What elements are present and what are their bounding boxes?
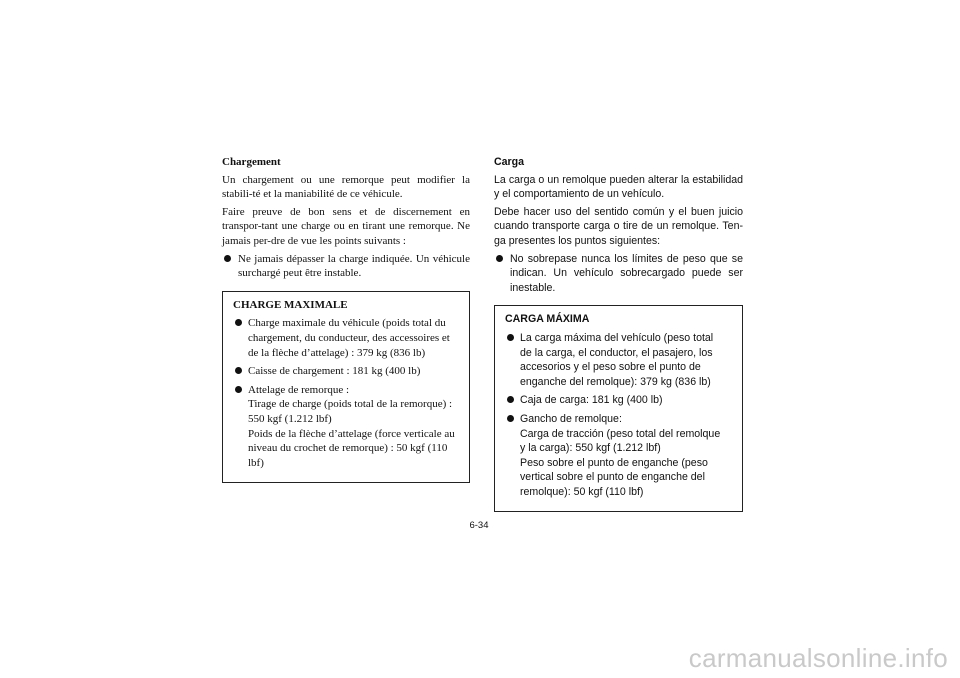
- bullet-icon: [507, 334, 514, 341]
- french-column: [222, 155, 470, 483]
- line: Tirage de charge (poids total de la remorque) :: [248, 398, 453, 411]
- warning-bullet: [494, 252, 743, 296]
- line: Peso sobre el punto de enganche (peso: [520, 456, 708, 469]
- box-item-trailer-hitch: [233, 383, 461, 471]
- max-load-box: [222, 291, 470, 484]
- section-heading: Carga: [494, 156, 525, 168]
- box-title: CARGA MÁXIMA: [505, 313, 590, 326]
- bullet-text: No sobrepase nunca los límites de peso que se indican. Un vehículo sobrecargado puede ser inestable.: [510, 252, 743, 294]
- box-item-cargo-bed: [505, 393, 734, 408]
- line: de la carga, el conductor, el pasajero, los: [520, 346, 713, 359]
- line: accesorios y el peso sobre el punto de: [520, 361, 701, 374]
- box-title: CHARGE MAXIMALE: [233, 298, 348, 311]
- advice-paragraph: Debe hacer uso del sentido común y el buen juicio cuando transporte carga o tire de un remolque. Ten-ga presentes los puntos siguientes:: [494, 205, 743, 247]
- line: Caisse de chargement : 181 kg (400 lb): [248, 365, 421, 378]
- line: de la flèche d’attelage) : 379 kg (836 lb): [248, 346, 426, 359]
- bullet-icon: [235, 386, 242, 393]
- line: Gancho de remolque:: [520, 412, 622, 425]
- line: La carga máxima del vehículo (peso total: [520, 331, 714, 344]
- box-item-vehicle-load: [233, 316, 461, 360]
- bullet-icon: [235, 367, 242, 374]
- line: Charge maximale du véhicule (poids total du: [248, 317, 446, 330]
- intro-paragraph: Un chargement ou une remorque peut modifier la stabili-té et la maniabilité de ce véhicule.: [222, 173, 470, 201]
- line: Caja de carga: 181 kg (400 lb): [520, 394, 663, 407]
- watermark: carmanualsonline.info: [688, 643, 948, 673]
- bullet-icon: [507, 396, 514, 403]
- line: Carga de tracción (peso total del remolque: [520, 427, 721, 440]
- line: Poids de la flèche d’attelage (force verticale au: [248, 427, 455, 440]
- spanish-column: [494, 155, 743, 512]
- line: Attelage de remorque :: [248, 383, 350, 396]
- section-heading: Chargement: [222, 156, 281, 168]
- bullet-icon: [507, 415, 514, 422]
- line: y la carga): 550 kgf (1.212 lbf): [520, 442, 661, 455]
- bullet-text: Ne jamais dépasser la charge indiquée. Un véhicule surchargé peut être instable.: [238, 252, 470, 280]
- line: enganche del remolque): 379 kg (836 lb): [520, 375, 711, 388]
- line: chargement, du conducteur, des accessoires et: [248, 331, 450, 344]
- page-number: 6-34: [469, 520, 489, 531]
- advice-paragraph: Faire preuve de bon sens et de discernement en transpor-tant une charge ou en tirant une remorque. Ne jamais per-dre de vue les points suivants :: [222, 205, 470, 247]
- bullet-icon: [224, 255, 231, 262]
- bullet-icon: [235, 319, 242, 326]
- intro-paragraph: La carga o un remolque pueden alterar la estabilidad y el comportamiento de un vehículo.: [494, 173, 743, 201]
- box-item-cargo-bed: [233, 364, 461, 379]
- bullet-icon: [496, 255, 503, 262]
- line: vertical sobre el punto de enganche del: [520, 471, 705, 484]
- box-item-vehicle-load: [505, 331, 734, 389]
- box-item-trailer-hitch: [505, 412, 734, 500]
- line: remolque): 50 kgf (110 lbf): [520, 485, 644, 498]
- warning-bullet: [222, 252, 470, 281]
- max-load-box: [494, 305, 743, 512]
- line: 550 kgf (1.212 lbf): [248, 412, 332, 425]
- line: niveau du crochet de remorque) : 50 kgf (110 lbf): [248, 442, 448, 469]
